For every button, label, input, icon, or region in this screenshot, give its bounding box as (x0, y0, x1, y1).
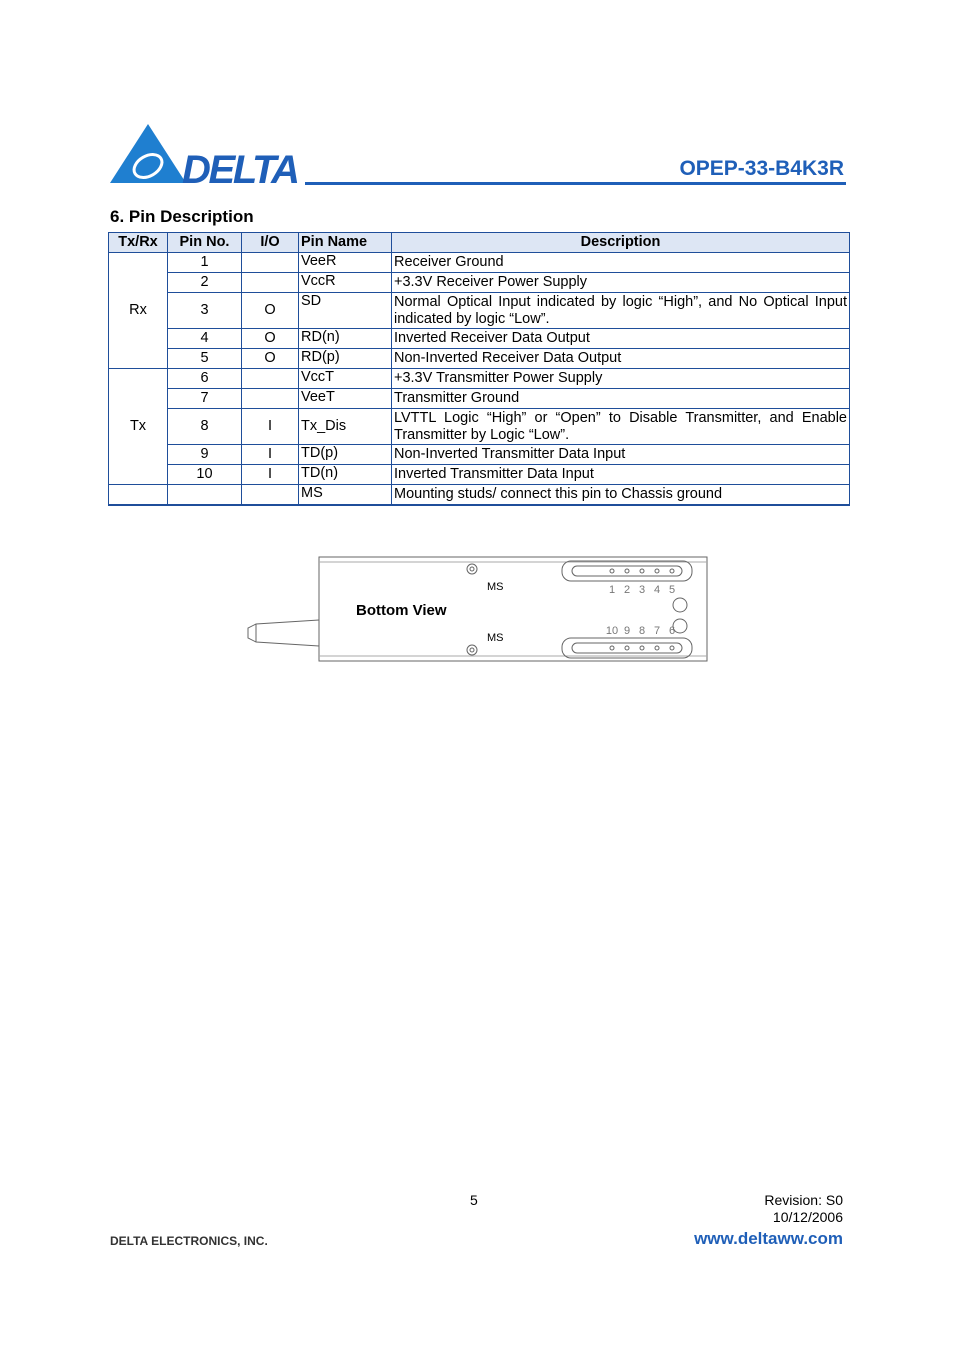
pin-number-label: 7 (653, 625, 661, 637)
revision-block (764, 1192, 843, 1226)
pin-number: 10 (168, 465, 242, 485)
pin-description: +3.3V Transmitter Power Supply (392, 369, 850, 389)
revision-date: 10/12/2006 (772, 1209, 843, 1225)
pin-name: VeeR (299, 253, 392, 273)
group-cell: Tx (109, 369, 168, 485)
page-number: 5 (470, 1192, 478, 1208)
header-rule (305, 182, 846, 185)
pin-number: 1 (168, 253, 242, 273)
document-title: OPEP-33-B4K3R (679, 157, 844, 180)
pin-description: Non-Inverted Transmitter Data Input (392, 445, 850, 465)
website-link[interactable]: www.deltaww.com (694, 1229, 843, 1248)
pin-number: 8 (168, 409, 242, 445)
table-row (109, 485, 850, 506)
pin-name: RD(n) (299, 329, 392, 349)
pin-name: Tx_Dis (299, 409, 392, 445)
pin-number-label: 6 (668, 625, 676, 637)
table-row (109, 409, 850, 445)
io-type: I (242, 465, 299, 485)
pin-number-label: 9 (623, 625, 631, 637)
pin-description: Receiver Ground (392, 253, 850, 273)
table-row (109, 253, 850, 273)
pin-description: +3.3V Receiver Power Supply (392, 273, 850, 293)
section-heading: 6. Pin Description (110, 207, 254, 226)
pin-number-label: 5 (668, 584, 676, 596)
table-row (109, 329, 850, 349)
mounting-stud-top (467, 564, 477, 574)
bottom-view-label: Bottom View (356, 602, 447, 619)
table-row (109, 465, 850, 485)
io-type (242, 389, 299, 409)
io-type: O (242, 349, 299, 369)
io-type (242, 273, 299, 293)
pin-number: 5 (168, 349, 242, 369)
io-type: I (242, 445, 299, 465)
mounting-stud-bottom (467, 645, 477, 655)
pin-description: LVTTL Logic “High” or “Open” to Disable Transmitter, and Enable Transmitter by Logic “Low”. (392, 409, 850, 445)
io-type (242, 253, 299, 273)
pin-description: Normal Optical Input indicated by logic “High”, and No Optical Input indicated by logic “Low”. (392, 293, 850, 329)
top-pin-rail (562, 561, 692, 581)
pigtail-outline (248, 620, 319, 646)
table-row (109, 445, 850, 465)
column-header: Pin No. (168, 233, 242, 253)
io-type (242, 369, 299, 389)
pin-number-label: 8 (638, 625, 646, 637)
logo-text: DELTA (182, 148, 300, 186)
column-header: Tx/Rx (109, 233, 168, 253)
company-name: DELTA ELECTRONICS, INC. (110, 1234, 268, 1248)
pin-number-label: 3 (638, 584, 646, 596)
ms-label-bottom: MS (487, 632, 504, 644)
pin-name: RD(p) (299, 349, 392, 369)
alignment-hole (673, 598, 687, 612)
group-cell: Rx (109, 253, 168, 369)
pin-description: Non-Inverted Receiver Data Output (392, 349, 850, 369)
pin-description: Inverted Receiver Data Output (392, 329, 850, 349)
pin-number: 7 (168, 389, 242, 409)
io-type (242, 485, 299, 506)
pin-number-label: 2 (623, 584, 631, 596)
pin-number-label: 1 (608, 584, 616, 596)
revision-label: Revision: S0 (764, 1192, 843, 1208)
table-row (109, 369, 850, 389)
pin-table (108, 232, 850, 506)
table-row (109, 349, 850, 369)
io-type: O (242, 293, 299, 329)
table-row (109, 389, 850, 409)
io-type: O (242, 329, 299, 349)
pin-name: VeeT (299, 389, 392, 409)
table-header-row (109, 233, 850, 253)
pin-description: Transmitter Ground (392, 389, 850, 409)
pin-number: 6 (168, 369, 242, 389)
pin-name: TD(n) (299, 465, 392, 485)
column-header: Description (392, 233, 850, 253)
pin-number: 9 (168, 445, 242, 465)
pin-name: MS (299, 485, 392, 506)
bottom-pin-rail (562, 638, 692, 658)
group-cell (109, 485, 168, 506)
pin-number: 3 (168, 293, 242, 329)
pin-name: TD(p) (299, 445, 392, 465)
pin-number-label: 10 (605, 625, 619, 637)
pin-name: VccT (299, 369, 392, 389)
io-type: I (242, 409, 299, 445)
delta-logo (110, 124, 302, 186)
pin-number-label: 4 (653, 584, 661, 596)
pin-number: 2 (168, 273, 242, 293)
pin-description: Inverted Transmitter Data Input (392, 465, 850, 485)
table-row (109, 293, 850, 329)
alignment-hole (673, 619, 687, 633)
column-header: I/O (242, 233, 299, 253)
ms-label-top: MS (487, 581, 504, 593)
pin-name: VccR (299, 273, 392, 293)
pin-number (168, 485, 242, 506)
pin-description: Mounting studs/ connect this pin to Chassis ground (392, 485, 850, 506)
bottom-view-diagram (246, 556, 710, 664)
pin-number: 4 (168, 329, 242, 349)
pin-name: SD (299, 293, 392, 329)
column-header: Pin Name (299, 233, 392, 253)
table-row (109, 273, 850, 293)
